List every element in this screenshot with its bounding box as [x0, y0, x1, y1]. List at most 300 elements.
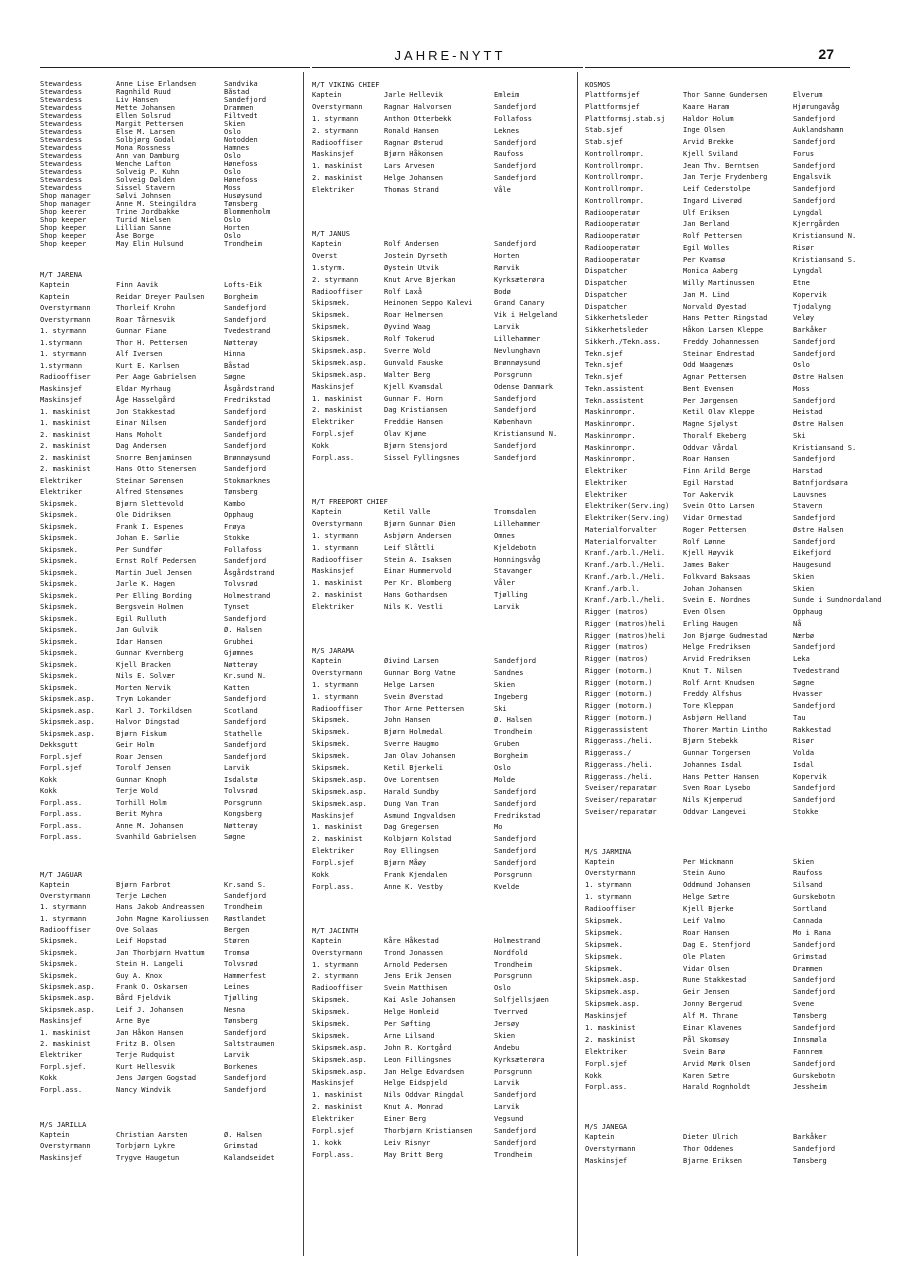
crew-row — [585, 161, 890, 173]
crew-name: Per Jørgensen — [683, 396, 738, 405]
crew-name: Torolf Jensen — [116, 764, 171, 772]
crew-name: Hans Moholt — [116, 430, 163, 439]
crew-position: Kaptein — [40, 292, 70, 301]
crew-row — [40, 430, 290, 442]
crew-hometown: Ski — [793, 431, 806, 440]
crew-row — [585, 725, 890, 737]
crew-row — [40, 545, 290, 557]
crew-position: Radiooffiser — [312, 138, 363, 147]
crew-hometown: Sandefjord — [494, 394, 537, 403]
crew-position: Skipsmek.asp. — [40, 729, 95, 738]
crew-row — [312, 727, 574, 739]
crew-name: Bjørn Farbrot — [116, 880, 171, 889]
crew-hometown: Sandefjord — [793, 1144, 836, 1153]
crew-name: Bergsvein Holmen — [116, 603, 184, 611]
crew-row — [585, 952, 890, 964]
crew-hometown: Nøtterøy — [224, 338, 258, 347]
crew-position: Tekn.assistent — [585, 384, 645, 393]
crew-hometown: Solfjellsjøen — [494, 996, 549, 1005]
crew-hometown: Kalandseidet — [224, 1153, 275, 1162]
crew-position: 1. maskinist — [585, 1023, 636, 1032]
crew-name: Sverre Haugmo — [384, 740, 439, 749]
crew-position: Sveiser/reparatør — [585, 807, 657, 816]
crew-position: Skipsmek. — [40, 499, 78, 508]
crew-row — [585, 560, 890, 572]
crew-row — [312, 590, 574, 602]
crew-hometown: Kyrksæterøra — [494, 275, 545, 284]
crew-position: Radiooffiser — [312, 287, 363, 296]
crew-name: Jostein Dyrseth — [384, 251, 448, 260]
crew-hometown: Auklandshamn — [793, 126, 844, 135]
crew-row — [40, 993, 290, 1004]
crew-row — [40, 1141, 290, 1152]
crew-position: Overstyrmann — [312, 948, 363, 957]
crew-hometown: Raufoss — [494, 150, 524, 159]
crew-name: Roger Pettersen — [683, 525, 747, 534]
crew-hometown: Barkåker — [793, 1133, 827, 1142]
crew-name: Reidar Dreyer Paulsen — [116, 292, 205, 301]
crew-name: Kurt Hellesvik — [116, 1062, 176, 1071]
crew-row — [585, 760, 890, 772]
crew-hometown: Tønsberg — [224, 200, 258, 208]
crew-hometown: Volda — [793, 749, 815, 757]
crew-name: Hans Jakob Andreassen — [116, 903, 205, 912]
crew-position: 1. styrmann — [585, 881, 632, 890]
crew-row — [40, 112, 290, 120]
crew-name: Bjørn Stensjord — [384, 442, 448, 451]
crew-name: Norvald Øyestad — [683, 302, 747, 311]
crew-position: Kaptein — [40, 880, 70, 889]
crew-hometown: Horten — [494, 251, 520, 260]
crew-row — [585, 1059, 890, 1071]
crew-position: Stewardess — [40, 152, 83, 160]
crew-hometown: Veløy — [793, 314, 815, 323]
crew-hometown: Sandefjord — [793, 702, 836, 710]
crew-name: Gunnar F. Horn — [384, 394, 444, 403]
crew-hometown: Ski — [494, 704, 507, 713]
crew-name: Monica Aaberg — [683, 267, 738, 276]
crew-row — [40, 1073, 290, 1084]
crew-position: 2. maskinist — [40, 442, 91, 450]
crew-name: Per Søfting — [384, 1020, 431, 1028]
crew-row — [312, 405, 574, 417]
crew-hometown: Frøya — [224, 522, 246, 531]
crew-row — [40, 1062, 290, 1073]
section-title: KOSMOS — [585, 81, 611, 89]
crew-name: Fritz B. Olsen — [116, 1039, 176, 1048]
crew-name: Kjell Kvamsdal — [384, 382, 444, 391]
crew-hometown: Sandefjord — [793, 138, 836, 146]
crew-hometown: Grand Canary — [494, 299, 545, 308]
crew-name: Helge Sætre — [683, 893, 730, 902]
crew-position: Elektriker — [585, 467, 628, 475]
crew-hometown: Ø. Halsen — [494, 716, 532, 725]
crew-position: Elektriker — [585, 490, 628, 499]
crew-row — [312, 822, 574, 834]
crew-position: Maskinrompr. — [585, 420, 636, 428]
crew-position: Stewardess — [40, 104, 83, 112]
crew-position: Elektriker(Serv.ing) — [585, 502, 670, 511]
crew-row — [585, 525, 890, 537]
crew-name: Vidar Olsen — [683, 964, 730, 973]
crew-hometown: Røstlandet — [224, 914, 267, 923]
crew-position: 1. styrmann — [312, 692, 359, 701]
crew-name: Anne K. Vestby — [384, 882, 444, 891]
crew-hometown: Sandefjord — [793, 349, 836, 358]
crew-position: Forpl.sjef — [312, 859, 355, 868]
crew-hometown: Sandefjord — [224, 752, 267, 761]
crew-position: Overstyrmann — [312, 102, 363, 111]
crew-hometown: Larvik — [224, 764, 250, 772]
crew-position: 2. styrmann — [312, 126, 359, 135]
crew-hometown: Søgne — [793, 678, 815, 687]
crew-section — [585, 80, 890, 819]
crew-hometown: Østre Halsen — [793, 525, 844, 534]
crew-row — [585, 892, 890, 904]
crew-position: Kaptein — [585, 1133, 615, 1142]
crew-name: Roar Jensen — [116, 752, 163, 761]
crew-name: Dag E. Stenfjord — [683, 940, 751, 949]
crew-row — [40, 168, 290, 176]
crew-position: Overstyrmann — [40, 891, 91, 900]
crew-position: Shop manager — [40, 192, 91, 200]
crew-position: Skipsmek.asp. — [40, 718, 95, 726]
crew-position: Radiooffiser — [312, 984, 363, 993]
crew-name: Asmund Ingvaldsen — [384, 811, 456, 820]
crew-row — [585, 454, 890, 466]
crew-row — [585, 290, 890, 302]
crew-position: Maskinsjef — [312, 811, 355, 820]
crew-position: Forpl.ass. — [40, 821, 83, 830]
crew-row — [40, 591, 290, 603]
header-rule — [40, 67, 310, 68]
crew-hometown: Nøtterøy — [224, 660, 258, 669]
crew-row — [585, 302, 890, 314]
crew-row — [585, 748, 890, 760]
crew-name: Harald Sundby — [384, 787, 439, 796]
crew-position: Maskinrompr. — [585, 431, 636, 440]
crew-name: Bjørn Slettevold — [116, 499, 184, 508]
crew-name: Nancy Windvik — [116, 1085, 171, 1094]
crew-name: Jan Olav Johansen — [384, 752, 456, 761]
crew-row — [40, 948, 290, 959]
crew-name: Steinar Sørensen — [116, 476, 184, 485]
crew-row — [312, 138, 574, 150]
crew-position: Skipsmek. — [585, 916, 623, 925]
crew-position: Kokk — [312, 870, 329, 879]
crew-row — [312, 739, 574, 751]
crew-position: Kaptein — [312, 936, 342, 945]
crew-name: Olav Kjøne — [384, 430, 427, 439]
crew-position: Forpl.sjef — [40, 752, 83, 761]
crew-position: 1. styrmann — [585, 893, 632, 902]
section-title: M/T JAGUAR — [40, 870, 83, 879]
crew-position: Maskinsjef — [40, 396, 83, 404]
crew-row — [40, 338, 290, 350]
crew-position: Skipsmek. — [585, 928, 623, 937]
crew-name: Gunnar Kvernberg — [116, 649, 184, 657]
crew-hometown: Kopervik — [793, 772, 827, 781]
crew-row — [312, 519, 574, 531]
crew-position: 1. maskinist — [40, 1028, 91, 1037]
crew-name: Nils Kjemperud — [683, 796, 743, 804]
crew-position: Skipsmek. — [40, 960, 78, 969]
crew-row — [585, 736, 890, 748]
crew-row — [312, 971, 574, 983]
crew-row — [40, 556, 290, 568]
crew-hometown: Båstad — [224, 88, 250, 96]
crew-name: Jan Berland — [683, 220, 730, 229]
crew-name: Kurt E. Karlsen — [116, 361, 180, 370]
crew-hometown: Tønsberg — [793, 1156, 827, 1165]
crew-name: Per Kvamsø — [683, 255, 726, 264]
crew-name: Sissel Stavern — [116, 184, 176, 192]
crew-position: Radiooperatør — [585, 243, 640, 252]
crew-name: Haldor Holum — [683, 114, 734, 123]
crew-hometown: Oslo — [494, 763, 511, 772]
crew-hometown: Kristiansand S. — [793, 255, 857, 264]
crew-hometown: Tjølling — [494, 591, 528, 600]
crew-name: Thor Oddenes — [683, 1144, 734, 1153]
crew-row — [312, 834, 574, 846]
crew-hometown: Kristiansund N. — [793, 232, 857, 240]
crew-position: Skipsmek. — [312, 996, 350, 1005]
crew-row — [312, 114, 574, 126]
crew-hometown: Våle — [494, 186, 511, 195]
crew-hometown: Sandefjord — [224, 1085, 267, 1094]
crew-name: Leif Hopstad — [116, 937, 167, 946]
crew-hometown: Kr.sand S. — [224, 880, 267, 889]
crew-hometown: Drammen — [224, 104, 254, 112]
crew-row — [312, 751, 574, 763]
crew-position: Maskinsjef — [40, 1153, 83, 1162]
crew-row — [40, 914, 290, 925]
crew-hometown: Raufoss — [793, 869, 823, 878]
crew-name: Stein A. Isaksen — [384, 555, 452, 564]
crew-row — [40, 533, 290, 545]
crew-hometown: Gruben — [494, 740, 520, 749]
crew-row — [312, 441, 574, 453]
crew-position: Skipsmek. — [312, 728, 350, 737]
crew-position: Skipsmek. — [312, 1008, 350, 1017]
crew-name: Alf M. Thrane — [683, 1012, 738, 1021]
crew-row — [40, 671, 290, 683]
crew-row — [40, 361, 290, 373]
crew-name: Roar Hansen — [683, 928, 730, 937]
crew-name: Steinar Endrestad — [683, 349, 755, 358]
crew-position: Skipsmek. — [40, 545, 78, 554]
crew-name: Egil Wolles — [683, 243, 730, 252]
crew-name: Ragnar Halvorsen — [384, 102, 452, 111]
crew-hometown: Leknes — [494, 126, 520, 135]
crew-name: Kaare Haram — [683, 102, 730, 111]
crew-hometown: Scotland — [224, 706, 258, 715]
crew-hometown: Sandefjord — [224, 1028, 267, 1037]
crew-position: 2. maskinist — [40, 465, 91, 473]
crew-name: Frank Kjendalen — [384, 870, 448, 879]
crew-name: Thomas Strand — [384, 186, 439, 195]
crew-position: Stewardess — [40, 144, 83, 152]
crew-position: Kaptein — [585, 857, 615, 866]
crew-position: Overstyrmann — [585, 869, 636, 878]
crew-hometown: Blommenholm — [224, 208, 271, 216]
crew-position: Skipsmek. — [312, 763, 350, 772]
crew-position: Kaptein — [40, 1130, 70, 1139]
crew-name: Nils E. Solvær — [116, 672, 176, 680]
crew-hometown: Sandefjord — [793, 537, 836, 546]
crew-position: Rigger (motorm.) — [585, 702, 653, 710]
crew-name: Arvid Brekke — [683, 138, 734, 146]
crew-position: Kokk — [40, 1074, 57, 1083]
crew-position: Skipsmek. — [40, 568, 78, 577]
crew-position: Forpl.sjef. — [40, 1062, 87, 1071]
crew-name: Gunnar Torgersen — [683, 749, 751, 757]
crew-name: Karl J. Torkildsen — [116, 706, 192, 715]
crew-name: Alf Iversen — [116, 350, 163, 358]
crew-position: 2. maskinist — [40, 430, 91, 439]
crew-row — [312, 346, 574, 358]
crew-position: Skipsmek. — [312, 740, 350, 749]
crew-hometown: Sandefjord — [793, 784, 836, 793]
crew-name: Hans Petter Ringstad — [683, 314, 768, 323]
crew-name: Stein H. Langeli — [116, 960, 184, 969]
crew-row — [40, 224, 290, 232]
crew-hometown: Oslo — [224, 168, 241, 176]
crew-position: Stab.sjef — [585, 126, 623, 135]
crew-row — [312, 602, 574, 614]
crew-hometown: Andebu — [494, 1043, 520, 1052]
crew-row — [312, 668, 574, 680]
crew-position: 1. maskinist — [312, 579, 363, 588]
crew-position: Skipsmek. — [40, 580, 78, 588]
crew-section — [40, 1120, 290, 1164]
crew-row — [585, 90, 890, 102]
crew-row — [312, 1067, 574, 1079]
crew-row — [40, 499, 290, 511]
crew-row — [40, 441, 290, 453]
crew-position: Sikkerhetsleder — [585, 314, 649, 323]
crew-hometown: Lyngdal — [793, 267, 823, 276]
crew-row — [585, 1035, 890, 1047]
crew-hometown: Isdalstø — [224, 775, 258, 784]
crew-row — [585, 1011, 890, 1023]
crew-position: 1. maskinist — [312, 823, 363, 832]
crew-name: Rune Stakkestad — [683, 976, 747, 985]
crew-name: Inge Olsen — [683, 126, 726, 135]
crew-row — [585, 654, 890, 666]
crew-name: Asbjørn Helland — [683, 713, 747, 722]
crew-position: Skipsmek. — [312, 716, 350, 725]
crew-hometown: Søgne — [224, 373, 246, 381]
crew-hometown: Borkenes — [224, 1062, 258, 1071]
crew-row — [40, 464, 290, 476]
crew-position: Overstyrmann — [40, 304, 91, 312]
crew-hometown: Lyngdal — [793, 208, 823, 217]
crew-name: Ketil Valle — [384, 507, 431, 516]
crew-name: Rolf Pettersen — [683, 232, 743, 240]
crew-position: 2. maskinist — [40, 453, 91, 462]
crew-hometown: Sandefjord — [793, 643, 836, 652]
crew-row — [585, 125, 890, 137]
crew-position: Stewardess — [40, 136, 83, 144]
crew-row — [40, 925, 290, 936]
crew-row — [585, 987, 890, 999]
crew-position: Maskinrompr. — [585, 443, 636, 452]
crew-name: Oddvar Langevei — [683, 807, 747, 816]
crew-hometown: Brønnøysund — [224, 453, 271, 462]
crew-row — [585, 595, 890, 607]
crew-section — [312, 80, 574, 197]
crew-hometown: Kristiansand S. — [793, 443, 857, 452]
crew-position: Rigger (matros)heli — [585, 619, 666, 628]
crew-position: Elektriker(Serv.ing) — [585, 514, 670, 522]
crew-name: Bård Fjeldvik — [116, 994, 171, 1003]
crew-position: Skipsmek.asp. — [312, 347, 367, 356]
crew-hometown: Sandefjord — [224, 96, 267, 104]
crew-row — [312, 1007, 574, 1019]
crew-position: Skipsmek.asp. — [312, 1067, 367, 1076]
crew-hometown: Mo i Rana — [793, 928, 831, 937]
crew-name: Ole Didriksen — [116, 511, 171, 519]
crew-position: Skipsmek. — [40, 511, 78, 519]
crew-position: Forpl.ass. — [312, 454, 355, 463]
crew-hometown: Sandefjord — [224, 419, 267, 427]
crew-row — [40, 104, 290, 112]
crew-hometown: Gurskebotn — [793, 893, 836, 902]
crew-hometown: Sandefjord — [494, 859, 537, 868]
crew-row — [40, 232, 290, 240]
crew-position: Kranf./arb.l./Heli. — [585, 549, 666, 558]
crew-name: Morten Nervik — [116, 683, 171, 692]
crew-position: Riggerass./heli. — [585, 760, 653, 769]
crew-row — [40, 683, 290, 695]
crew-hometown: Lillehammer — [494, 519, 541, 528]
crew-row — [312, 417, 574, 429]
crew-position: Maskinsjef — [312, 150, 355, 159]
crew-row — [312, 251, 574, 263]
crew-name: John Magne Karoliussen — [116, 914, 209, 923]
crew-hometown: Støren — [224, 937, 250, 946]
crew-position: Dekksgutt — [40, 741, 78, 749]
crew-hometown: Kristiansund N. — [494, 430, 558, 439]
crew-hometown: Stokke — [224, 534, 250, 542]
crew-row — [40, 216, 290, 224]
crew-position: Materialforvalter — [585, 537, 657, 546]
crew-position: Maskinsjef — [312, 1079, 355, 1088]
crew-position: 1. maskinist — [312, 1091, 363, 1100]
crew-hometown: Trondheim — [494, 960, 532, 969]
crew-position: Elektriker — [312, 847, 355, 856]
section-title: M/S JANEGA — [585, 1123, 628, 1132]
crew-position: Stewardess — [40, 112, 83, 120]
crew-position: Maskinsjef — [312, 567, 355, 576]
crew-hometown: Tverrved — [494, 1008, 528, 1017]
crew-position: Plattformsjef — [585, 102, 640, 111]
crew-position: Skipsmek.asp. — [312, 358, 367, 367]
crew-row — [312, 1019, 574, 1031]
crew-row — [40, 809, 290, 821]
crew-name: Bjørn Gunnar Øien — [384, 519, 456, 528]
crew-row — [585, 584, 890, 596]
crew-row — [40, 144, 290, 152]
crew-position: Radiooperatør — [585, 232, 640, 240]
crew-position: Forpl.ass. — [40, 798, 83, 807]
crew-name: Kai Asle Johansen — [384, 996, 456, 1005]
crew-position: 1. styrmann — [40, 327, 87, 335]
crew-row — [312, 429, 574, 441]
crew-name: May Britt Berg — [384, 1150, 444, 1159]
crew-hometown: Batnfjordsøra — [793, 478, 848, 487]
